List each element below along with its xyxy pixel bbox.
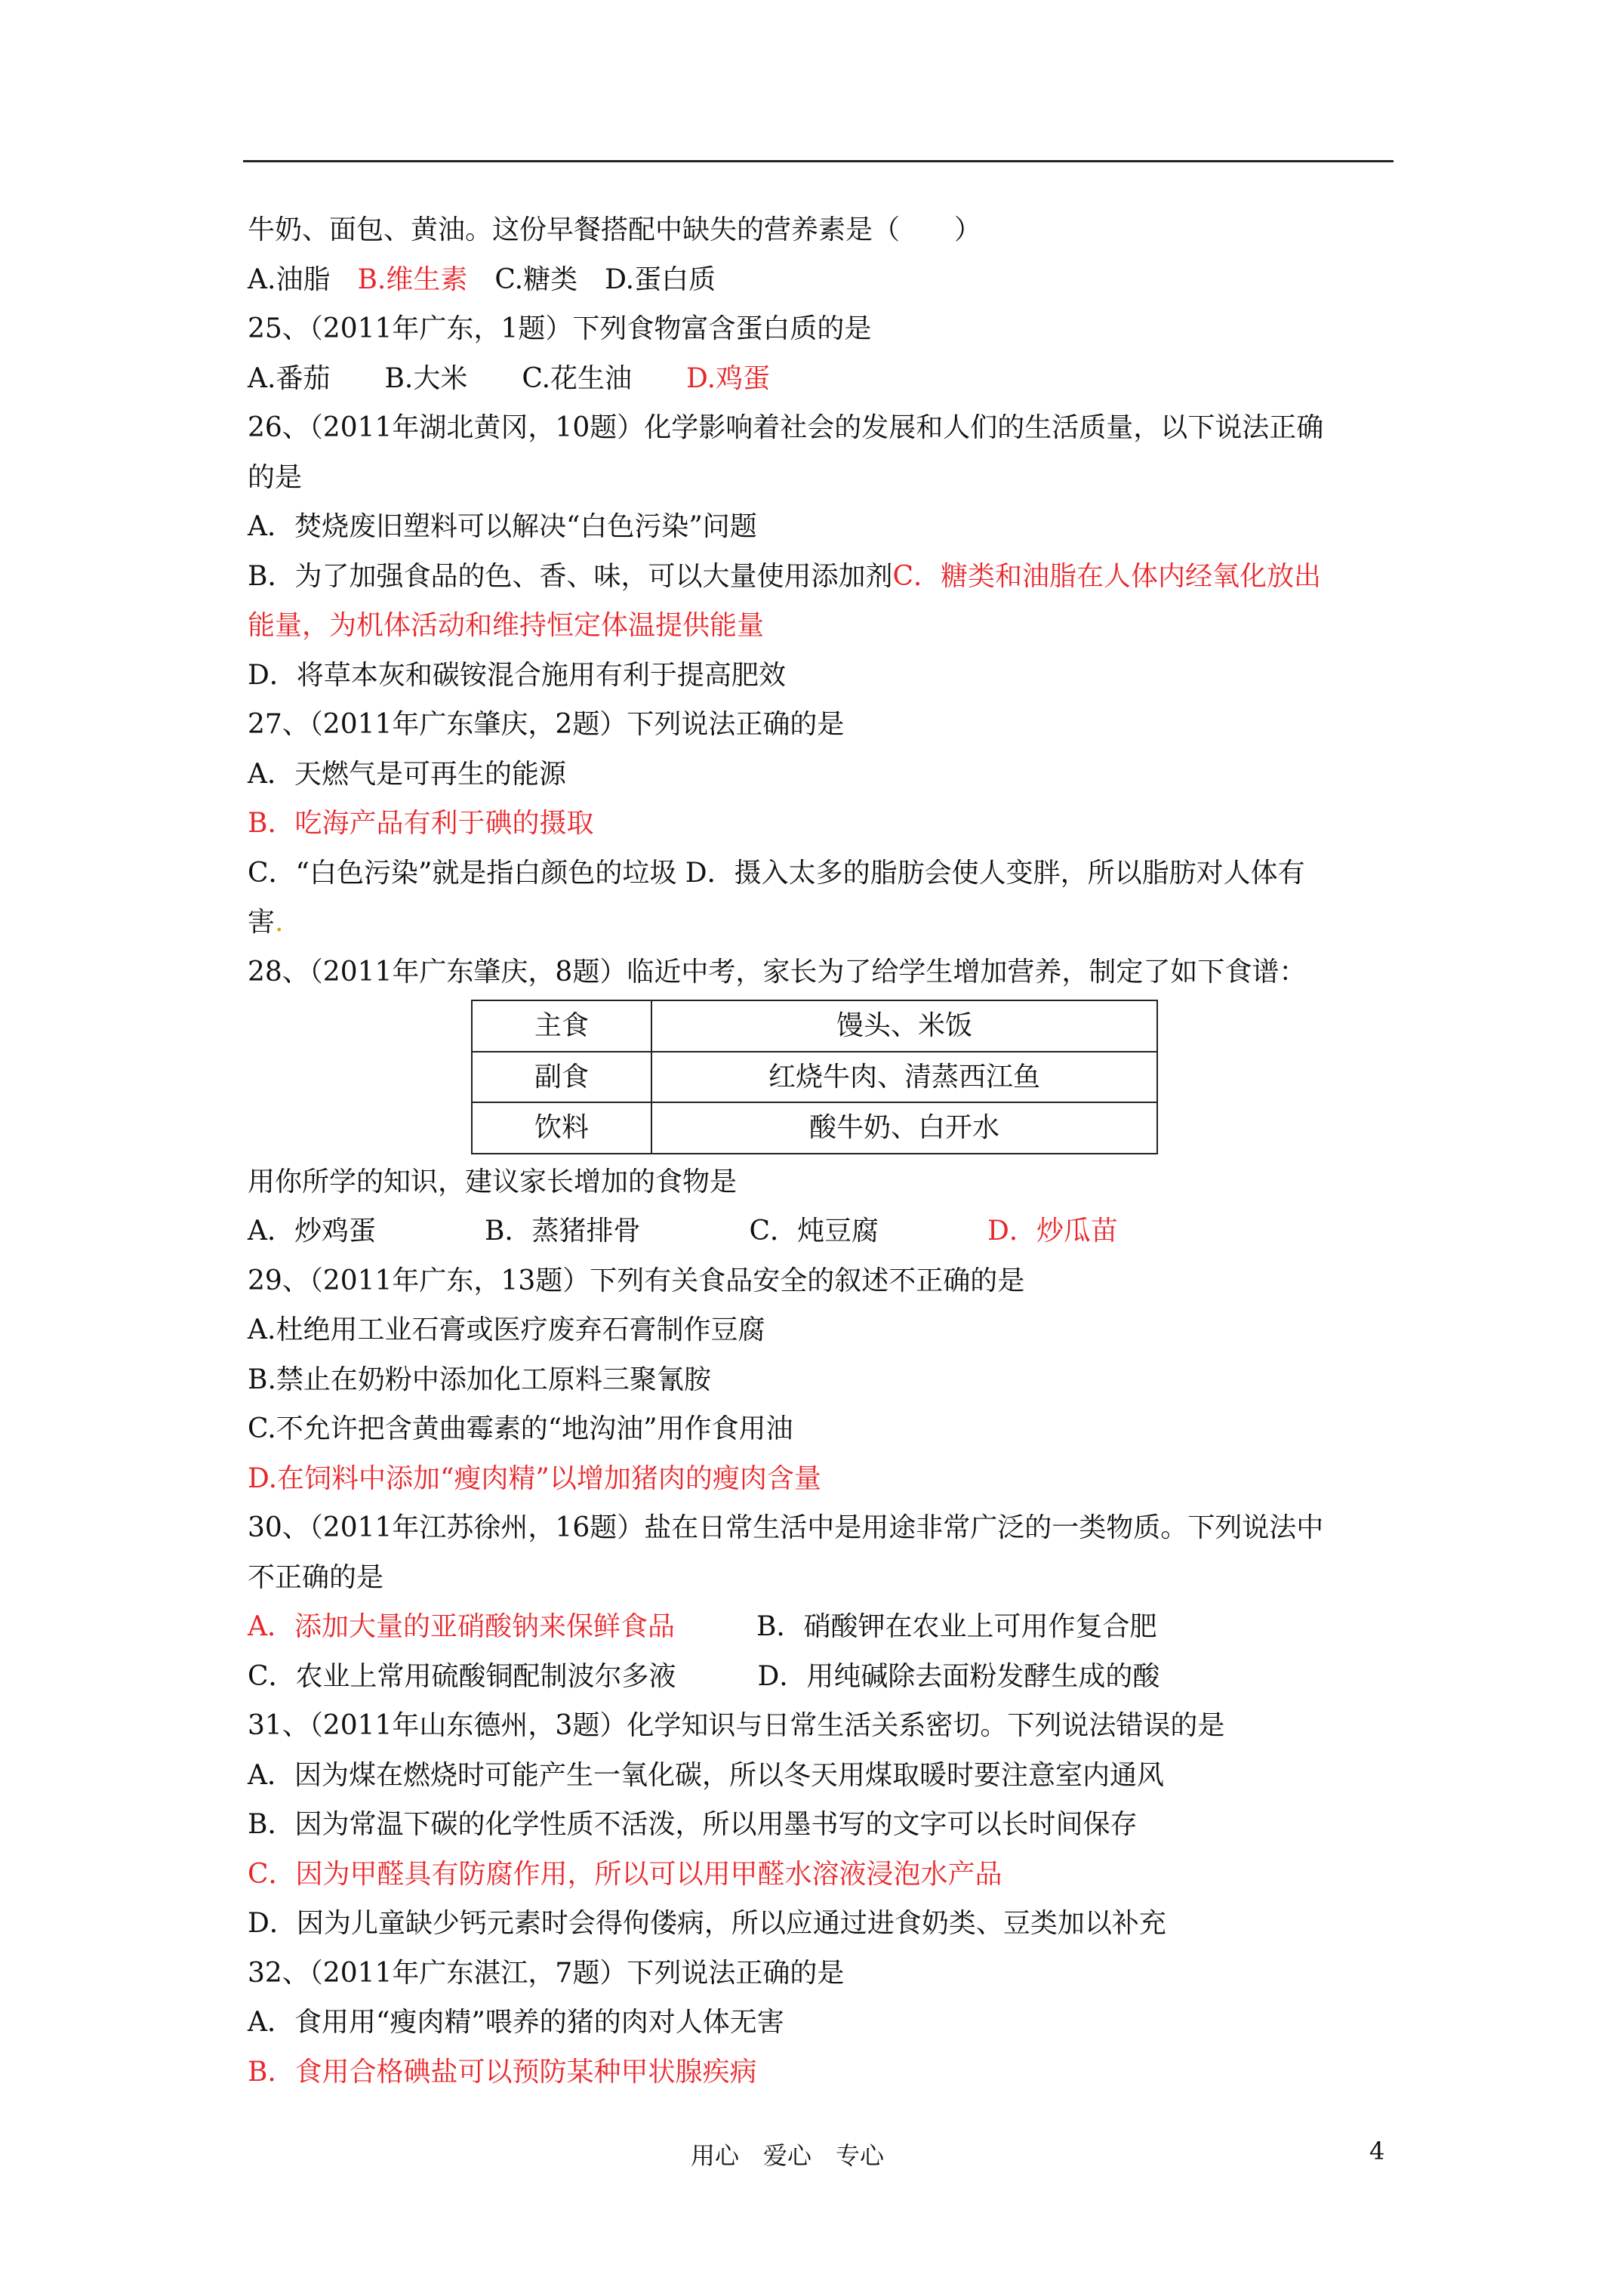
question-29: 29、（2011年广东，13题）下列有关食品安全的叙述不正确的是 bbox=[248, 1265, 1025, 1296]
text-line: 害. bbox=[248, 907, 284, 938]
page-number: 4 bbox=[1369, 2137, 1385, 2165]
option-line: A.杜绝用工业石膏或医疗废弃石膏制作豆腐 bbox=[248, 1314, 765, 1345]
option-line: C．“白色污染”就是指白颜色的垃圾 D．摄入太多的脂肪会使人变胖，所以脂肪对人体有 bbox=[248, 857, 1305, 889]
answer-line: B．吃海产品有利于碘的摄取 bbox=[248, 808, 594, 839]
option-line: A．食用用“瘦肉精”喂养的猪的肉对人体无害 bbox=[248, 2007, 784, 2038]
text-line: 牛奶、面包、黄油。这份早餐搭配中缺失的营养素是（ ） bbox=[248, 214, 982, 245]
question-27: 27、（2011年广东肇庆，2题）下列说法正确的是 bbox=[248, 709, 845, 740]
question-28: 28、（2011年广东肇庆，8题）临近中考，家长为了给学生增加营养，制定了如下食谱： bbox=[248, 956, 1307, 988]
option-line: D．因为儿童缺少钙元素时会得佝偻病，所以应通过进食奶类、豆类加以补充 bbox=[248, 1908, 1166, 1939]
text-line: 用你所学的知识，建议家长增加的食物是 bbox=[248, 1166, 738, 1197]
options-line: A.油脂 B.维生素 C.糖类 D.蛋白质 bbox=[248, 264, 716, 295]
answer: B.维生素 bbox=[357, 264, 468, 295]
menu-table bbox=[471, 1000, 1158, 1154]
table-row bbox=[472, 1052, 1157, 1103]
answer-line: B．食用合格碘盐可以预防某种甲状腺疾病 bbox=[248, 2056, 757, 2088]
text-line: 不正确的是 bbox=[248, 1561, 384, 1593]
answer: D．炒瓜苗 bbox=[987, 1216, 1118, 1247]
option-line: B.禁止在奶粉中添加化工原料三聚氰胺 bbox=[248, 1364, 711, 1395]
option-line: B．因为常温下碳的化学性质不活泼，所以用墨书写的文字可以长时间保存 bbox=[248, 1809, 1138, 1840]
table-row bbox=[472, 1102, 1157, 1154]
options-line: C．农业上常用硫酸铜配制波尔多液 D．用纯碱除去面粉发酵生成的酸 bbox=[248, 1660, 1160, 1692]
options-line: A.番茄 B.大米 C.花生油 D.鸡蛋 bbox=[248, 362, 771, 394]
answer: A．添加大量的亚硝酸钠来保鲜食品 bbox=[248, 1611, 675, 1642]
answer: D.鸡蛋 bbox=[686, 362, 771, 394]
options-line: A．添加大量的亚硝酸钠来保鲜食品 B．硝酸钾在农业上可用作复合肥 bbox=[248, 1611, 1157, 1642]
option-line: B．为了加强食品的色、香、味，可以大量使用添加剂C．糖类和油脂在人体内经氧化放出 bbox=[248, 560, 1322, 592]
table-cell: 主食 bbox=[472, 1000, 651, 1052]
question-32: 32、（2011年广东湛江，7题）下列说法正确的是 bbox=[248, 1957, 845, 1989]
table-cell: 馒头、米饭 bbox=[651, 1000, 1157, 1052]
question-31: 31、（2011年山东德州，3题）化学知识与日常生活关系密切。下列说法错误的是 bbox=[248, 1710, 1225, 1741]
option-line: A．天燃气是可再生的能源 bbox=[248, 758, 566, 790]
answer-line: 能量，为机体活动和维持恒定体温提供能量 bbox=[248, 610, 765, 641]
table-cell: 红烧牛肉、清蒸西江鱼 bbox=[651, 1052, 1157, 1103]
footer-motto: 用心 爱心 专心 bbox=[691, 2141, 885, 2170]
table-cell: 酸牛奶、白开水 bbox=[651, 1102, 1157, 1154]
text-line: 的是 bbox=[248, 461, 303, 493]
table-cell: 副食 bbox=[472, 1052, 651, 1103]
table-row bbox=[472, 1000, 1157, 1052]
question-25: 25、（2011年广东，1题）下列食物富含蛋白质的是 bbox=[248, 313, 872, 344]
table-cell: 饮料 bbox=[472, 1102, 651, 1154]
option-line: A．焚烧废旧塑料可以解决“白色污染”问题 bbox=[248, 511, 757, 542]
option-line: A．因为煤在燃烧时可能产生一氧化碳，所以冬天用煤取暖时要注意室内通风 bbox=[248, 1759, 1164, 1791]
answer-line: C．因为甲醛具有防腐作用，所以可以用甲醛水溶液浸泡水产品 bbox=[248, 1858, 1002, 1890]
question-26: 26、（2011年湖北黄冈，10题）化学影响着社会的发展和人们的生活质量，以下说法正确 bbox=[248, 412, 1324, 443]
document-body bbox=[248, 205, 1398, 2097]
option-line: C.不允许把含黄曲霉素的“地沟油”用作食用油 bbox=[248, 1413, 793, 1444]
option-line: D．将草本灰和碳铵混合施用有利于提高肥效 bbox=[248, 659, 786, 691]
options-line: A．炒鸡蛋 B．蒸猪排骨 C．炖豆腐 D．炒瓜苗 bbox=[248, 1216, 1118, 1247]
answer-line: D.在饲料中添加“瘦肉精”以增加猪肉的瘦肉含量 bbox=[248, 1462, 821, 1494]
answer: C．糖类和油脂在人体内经氧化放出 bbox=[892, 560, 1322, 592]
header-rule bbox=[243, 160, 1394, 162]
question-30: 30、（2011年江苏徐州，16题）盐在日常生活中是用途非常广泛的一类物质。下列说法中 bbox=[248, 1512, 1324, 1543]
